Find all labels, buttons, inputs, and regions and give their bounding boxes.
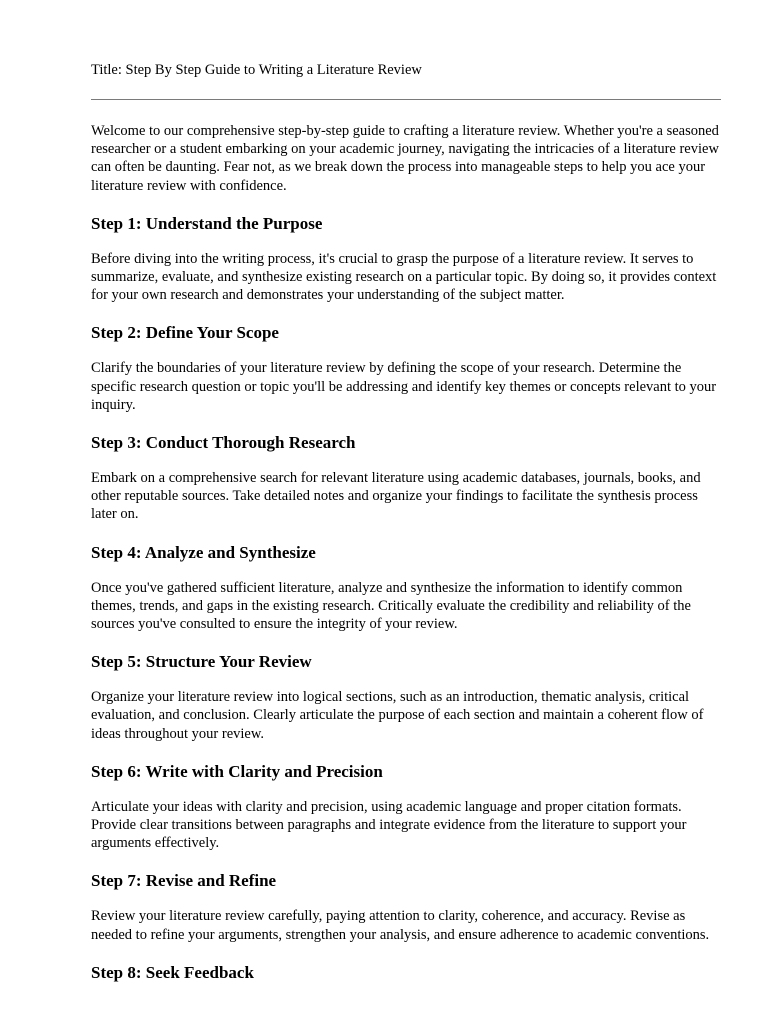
step-3-body: Embark on a comprehensive search for relevant literature using academic databases, journals, books, and other reputable sources. Take detailed notes and organize your findings to facilitate the synthesis process later on. (91, 470, 701, 523)
step-7-heading: Step 7: Revise and Refine (91, 871, 277, 891)
step-1-body: Before diving into the writing process, it's crucial to grasp the purpose of a literature review. It serves to summarize, evaluate, and synthesize existing research on a particular topic. By doing so, it provides context for your own research and demonstrates your understanding of the subject matter. (91, 250, 717, 304)
step-3-heading: Step 3: Conduct Thorough Research (91, 433, 356, 453)
step-4-heading: Step 4: Analyze and Synthesize (91, 542, 316, 562)
step-1-heading: Step 1: Understand the Purpose (91, 213, 323, 233)
step-2-heading: Step 2: Define Your Scope (91, 323, 279, 343)
step-4-body: Once you've gathered sufficient literature, analyze and synthesize the information to identify common themes, trends, and gaps in the existing research. Critically evaluate the credibility and reliability of the sources you've consulted to ensure the integrity of your review. (91, 579, 691, 633)
step-8-section (91, 963, 721, 983)
step-8-heading: Step 8: Seek Feedback (91, 962, 254, 982)
step-2-body: Clarify the boundaries of your literature review by defining the scope of your research. Determine the specific research question or topic you'll be addressing and identify key themes or concepts relevant to your inquiry. (91, 360, 717, 413)
step-6-heading: Step 6: Write with Clarity and Precision (91, 761, 383, 781)
step-2-section (91, 323, 721, 414)
step-6-section (91, 762, 721, 853)
step-7-section (91, 871, 721, 943)
step-5-heading: Step 5: Structure Your Review (91, 652, 312, 672)
title-divider (91, 99, 721, 100)
step-3-section (91, 433, 721, 524)
step-6-body: Articulate your ideas with clarity and precision, using academic language and proper citation formats. Provide clear transitions between paragraphs and integrate evidence from the literature to support your arguments effectively. (91, 798, 687, 852)
intro-paragraph: Welcome to our comprehensive step-by-step guide to crafting a literature review. Whether you're a seasoned researcher or a student embarking on your academic journey, navigating the intricacies of a literature review can often be daunting. Fear not, as we break down the process into manageable steps to help you ace your literature review with confidence. (91, 123, 719, 194)
document-title: Title: Step By Step Guide to Writing a Literature Review (91, 62, 422, 78)
step-7-body: Review your literature review carefully, paying attention to clarity, coherence, and accuracy. Revise as needed to refine your arguments, strengthen your analysis, and ensure adherence to academic conventions. (91, 908, 710, 943)
document-body (91, 122, 721, 999)
step-5-body: Organize your literature review into logical sections, such as an introduction, thematic analysis, critical evaluation, and conclusion. Clearly articulate the purpose of each section and maintain a coherent flow of ideas throughout your review. (91, 689, 704, 742)
step-5-section (91, 652, 721, 743)
step-4-section (91, 543, 721, 634)
step-1-section (91, 214, 721, 305)
